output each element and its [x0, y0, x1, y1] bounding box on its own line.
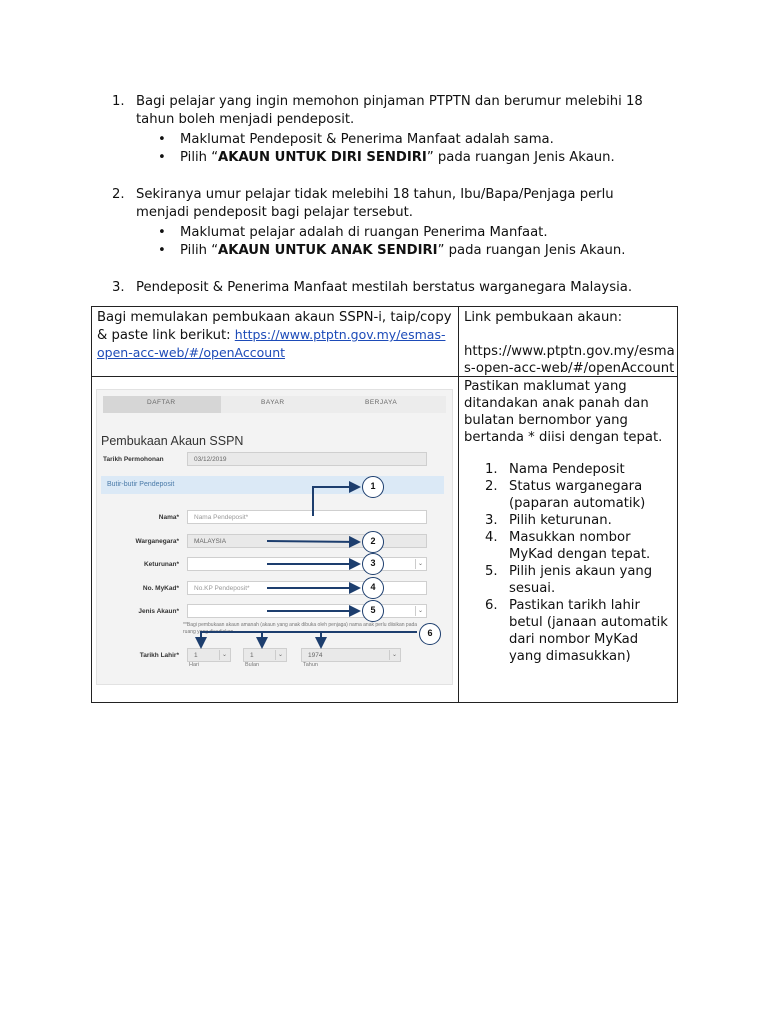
mykad-input[interactable]: No.KP Pendeposit* [187, 581, 427, 595]
nama-input[interactable]: Nama Pendeposit* [187, 510, 427, 524]
list-item: 4. Masukkan nombor MyKad dengan tepat. [485, 530, 651, 562]
tahun-caption: Tahun [303, 662, 318, 668]
callout-1: 1 [362, 476, 384, 498]
day-value: 1 [194, 652, 198, 659]
arrow-6 [201, 632, 417, 647]
table-cell [97, 309, 452, 362]
chevron-down-icon: ⌄ [415, 606, 425, 616]
list-item: 3. Pilih keturunan. [485, 513, 612, 528]
bullet-text: Maklumat Pendeposit & Penerima Manfaat adalah sama. [180, 132, 554, 147]
callout-3: 3 [362, 553, 384, 575]
list-item: 6. Pastikan tarikh lahir betul (janaan automatik dari nombor MyKad yang dimasukkan) [485, 598, 668, 664]
bullet-dot: • [158, 150, 166, 165]
mykad-label: No. MyKad* [142, 585, 179, 592]
list-number: 1. [112, 94, 125, 109]
list-item: 1. Nama Pendeposit [485, 462, 625, 477]
form-note: **Bagi pembukaan akaun amanah (akaun yang anak dibuka oleh penjaga) nama anak perlu diisikan pada ruang yang disediakan [183, 622, 418, 635]
bullet-text: Maklumat pelajar adalah di ruangan Penerima Manfaat. [180, 225, 548, 240]
list-number: 2. [112, 187, 125, 202]
link-url-text: https://www.ptptn.gov.my/esmas-open-acc-web/#/openAccount [464, 344, 675, 376]
account-type-self: AKAUN UNTUK DIRI SENDIRI [218, 150, 427, 165]
jenis-akaun-label: Jenis Akaun* [138, 608, 179, 615]
list-item: 5. Pilih jenis akaun yang sesuai. [485, 564, 653, 596]
tarikh-permohonan-field: 03/12/2019 [187, 452, 427, 466]
arrow-2 [267, 541, 359, 542]
form-screenshot [96, 389, 453, 685]
tarikh-permohonan-label: Tarikh Permohonan [103, 456, 164, 463]
list-text: Pendeposit & Penerima Manfaat mestilah berstatus warganegara Malaysia. [136, 280, 633, 295]
list-text: Bagi pelajar yang ingin memohon pinjaman PTPTN dan berumur melebihi 18 tahun boleh menjadi pendeposit. [136, 94, 643, 127]
keturunan-label: Keturunan* [143, 561, 179, 568]
open-account-link[interactable]: https://www.ptptn.gov.my/esmas-open-acc-web/#/openAccount [97, 327, 446, 360]
list-text: Sekiranya umur pelajar tidak melebihi 18 tahun, Ibu/Bapa/Penjaga perlu menjadi pendeposit bagi pelajar tersebut. [136, 187, 614, 220]
table-cell [464, 378, 676, 446]
arrow-1 [313, 487, 359, 516]
list-item: 2. Status warganegara (paparan automatik) [485, 479, 646, 511]
chevron-down-icon: ⌄ [275, 650, 285, 660]
bullet-dot: • [158, 225, 166, 240]
list-number: 3. [112, 280, 125, 295]
link-intro-text: Bagi memulakan pembukaan akaun SSPN-i, taip/copy & paste link berikut: [97, 310, 452, 343]
year-value: 1974 [308, 652, 323, 659]
link-label: Link pembukaan akaun: [464, 310, 623, 325]
tarikh-lahir-label: Tarikh Lahir* [139, 652, 179, 659]
bullet-text-post: ” pada ruangan Jenis Akaun. [437, 243, 626, 258]
bullet-text-pre: Pilih “ [180, 150, 219, 165]
step-daftar: DAFTAR [147, 399, 176, 406]
bulan-caption: Bulan [245, 662, 260, 668]
bullet-dot: • [158, 243, 166, 258]
bullet-text-pre: Pilih “ [180, 243, 219, 258]
section-header: Butir-butir Pendeposit [101, 476, 444, 494]
callout-6: 6 [419, 623, 441, 645]
callout-5: 5 [362, 600, 384, 622]
step-berjaya: BERJAYA [365, 399, 398, 406]
table-cell [464, 309, 676, 377]
instructions-intro: Pastikan maklumat yang ditandakan anak panah dan bulatan bernombor yang bertanda * diisi dengan tepat. [464, 379, 663, 445]
step-bayar: BAYAR [261, 399, 285, 406]
form-screenshot-cell [92, 377, 458, 703]
nama-label: Nama* [158, 514, 179, 521]
steps-list [463, 461, 673, 665]
account-type-child: AKAUN UNTUK ANAK SENDIRI [218, 243, 438, 258]
month-value: 1 [250, 652, 254, 659]
chevron-down-icon: ⌄ [219, 650, 229, 660]
table-divider [458, 307, 459, 702]
warganegara-label: Warganegara* [135, 538, 179, 545]
bullet-text-post: ” pada ruangan Jenis Akaun. [426, 150, 615, 165]
chevron-down-icon: ⌄ [389, 650, 399, 660]
bullet-dot: • [158, 132, 166, 147]
instruction-table [91, 306, 678, 703]
hari-caption: Hari [189, 662, 200, 668]
form-title: Pembukaan Akaun SSPN [101, 434, 244, 448]
callout-arrows [97, 390, 453, 685]
callout-4: 4 [362, 577, 384, 599]
warganegara-field: MALAYSIA [187, 534, 427, 548]
callout-2: 2 [362, 531, 384, 553]
chevron-down-icon: ⌄ [415, 559, 425, 569]
